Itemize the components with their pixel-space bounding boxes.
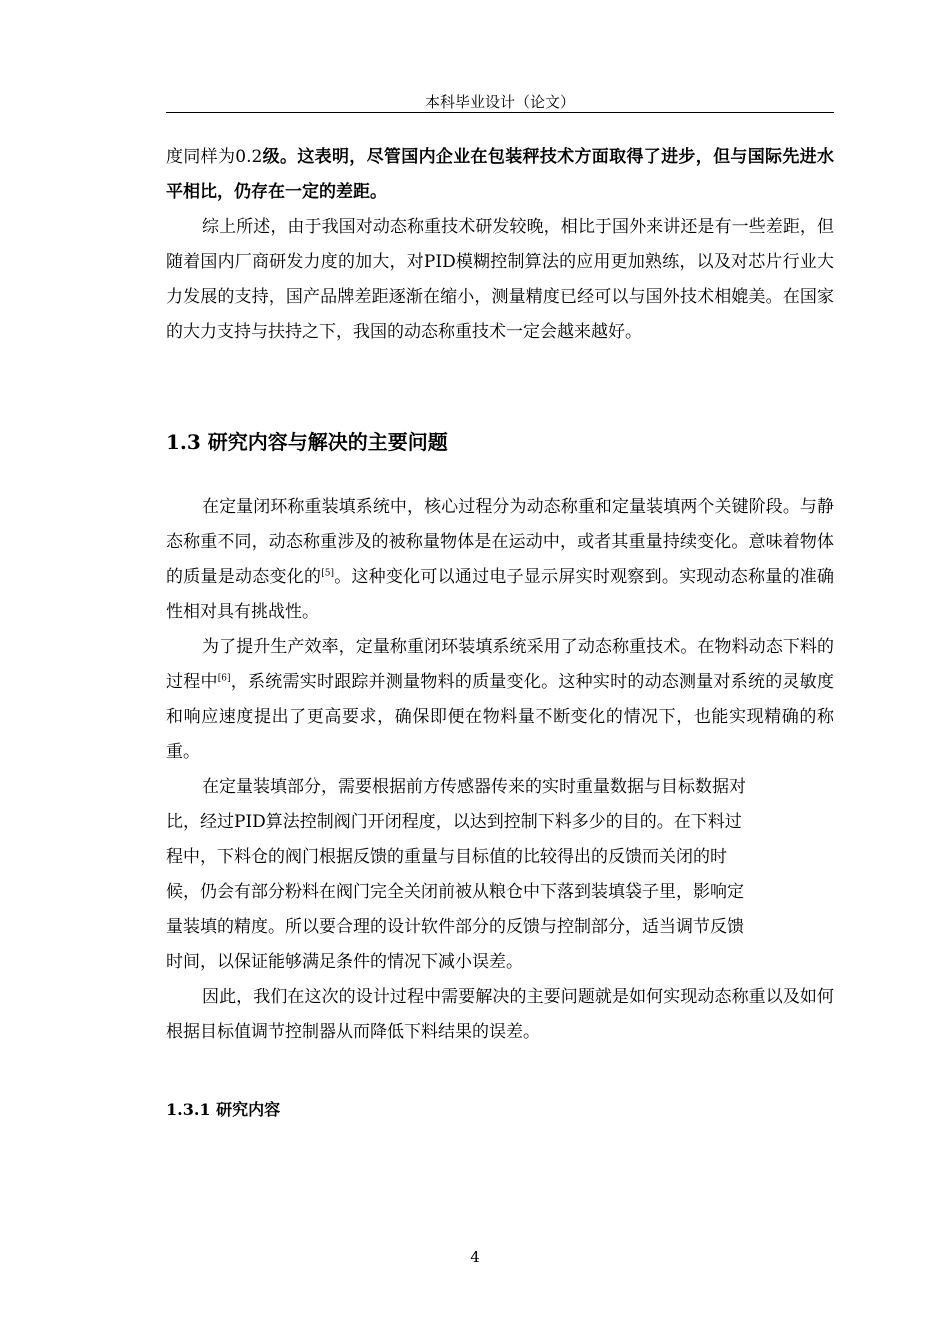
subsection-title: 研究内容 [216,1100,281,1119]
citation-ref: [6] [217,673,231,684]
subsection-heading [166,1098,280,1122]
paragraph-line: 程中，下料仓的阀门根据反馈的重量与目标值的比较得出的反馈而关闭的时 [166,847,727,867]
paragraph-text: 度同样为 [166,147,236,167]
paragraph-summary: 综上所述，由于我国对动态称重技术研发较晚，相比于国外来讲还是有一些差距，但随着国内厂商研发力度的加大，对PID模糊控制算法的应用更加熟练，以及对芯片行业大力发展的支持，国产品牌差距逐渐在缩小，测量精度已经可以与国外技术相媲美。在国家的大力支持与扶持之下，我国的动态称重技术一定会越来越好。 [166,217,834,342]
intro-text [166,140,834,350]
paragraph-efficiency [166,630,834,770]
paragraph-filling [166,770,834,980]
paragraph-line: 时间，以保证能够满足条件的情况下减小误差。 [166,952,523,972]
section-heading [166,428,448,456]
citation-ref: [5] [321,568,334,579]
paragraph-text: ，系统需实时跟踪并测量物料的质量变化。这种实时的动态测量对系统的灵敏度和响应速度提出了更高要求，确保即便在物料量不断变化的情况下，也能实现精确的称重。 [166,672,835,762]
paragraph-dynamic-weighing [166,490,834,630]
page-number: 4 [470,1248,480,1266]
paragraph-line: 在定量装填部分，需要根据前方传感器传来的实时重量数据与目标数据对 [202,777,746,797]
section-body [166,490,834,1050]
paragraph-line: 候，仍会有部分粉料在阀门完全关闭前被从粮仓中下落到装填袋子里，影响定 [166,882,744,902]
paragraph-text: 级。这表明，尽管国内企业在包装秤技术方面取得了进步，但与国际先进水平相比，仍存在一定的差距。 [166,147,835,202]
paragraph-continuation [166,140,834,210]
paragraph-text: 在定量闭环称重装填系统中，核心过程分为动态称重和定量装填两个关键阶段。与静态称重不同，动态称重涉及的被称量物体是在运动中，或者其重量持续变化。意味着物体的质量是动态变化的 [166,497,834,587]
running-header: 本科毕业设计（论文） [424,93,575,111]
paragraph-conclusion: 因此，我们在这次的设计过程中需要解决的主要问题就是如何实现动态称重以及如何根据目标值调节控制器从而降低下料结果的误差。 [166,987,834,1042]
section-number: 1.3 [166,430,201,454]
section-title: 研究内容与解决的主要问题 [207,430,448,454]
paragraph-number: 0.2 [235,147,263,167]
paragraph-text: 为了提升生产效率，定量称重闭环装填系统采用了动态称重技术。在物料动态下料的过程中 [166,637,834,692]
paragraph-text: 。这种变化可以通过电子显示屏实时观察到。实现动态称量的准确性相对具有挑战性。 [166,567,835,622]
subsection-number: 1.3.1 [166,1100,211,1119]
paragraph-line: 量装填的精度。所以要合理的设计软件部分的反馈与控制部分，适当调节反馈 [166,917,744,937]
header-rule [166,112,834,113]
paragraph-line: 比，经过PID算法控制阀门开闭程度，以达到控制下料多少的目的。在下料过 [166,812,742,832]
